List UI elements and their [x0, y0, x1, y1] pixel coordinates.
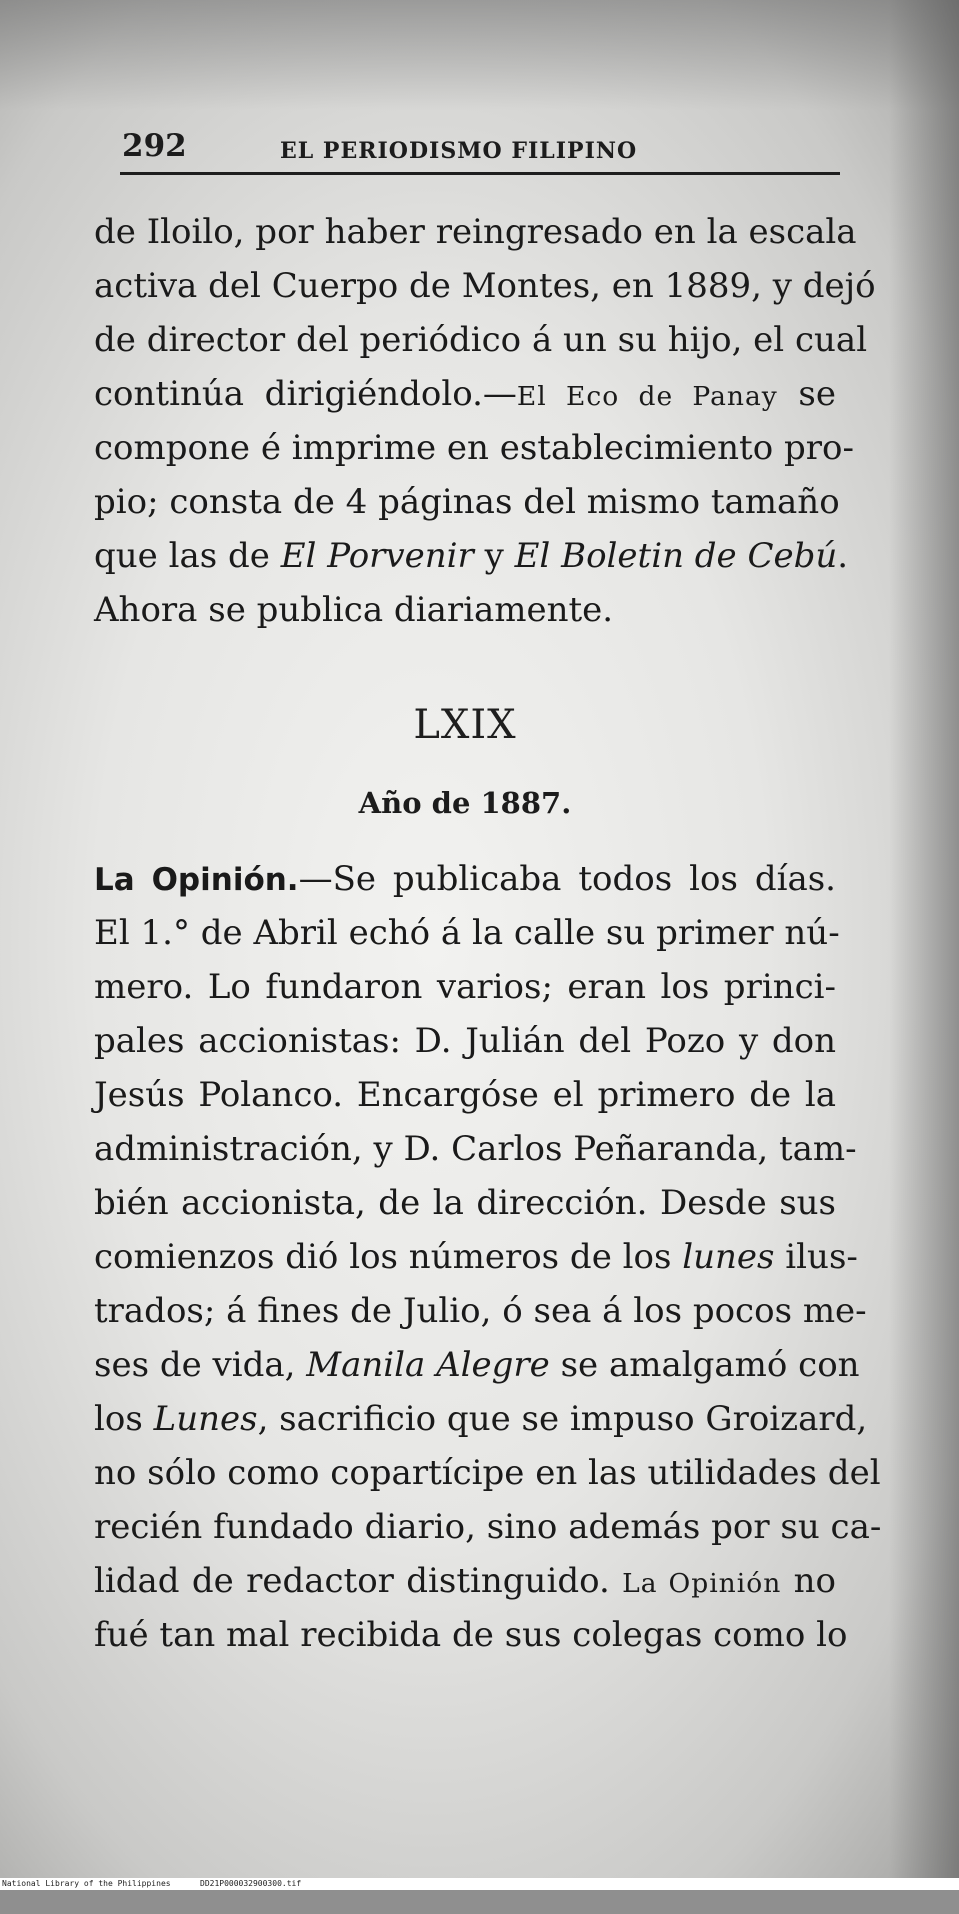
italic-word: lunes	[682, 1237, 775, 1277]
text-line: mero. Lo fundaron varios; eran los princi-	[94, 967, 836, 1007]
newspaper-title-italic: Lunes	[153, 1399, 258, 1439]
paragraph-la-opinion	[94, 852, 882, 1662]
text-line: pio; consta de 4 páginas del mismo tamaño	[94, 482, 840, 522]
text-line: ses de vida, Manila Alegre se amalgamó con	[94, 1345, 860, 1385]
text-line: pales accionistas: D. Julián del Pozo y don	[94, 1021, 836, 1061]
text-line: de Iloilo, por haber reingresado en la escala	[94, 212, 857, 252]
text-line: no sólo como copartícipe en las utilidades del	[94, 1453, 881, 1493]
text-line: administración, y D. Carlos Peñaranda, tam-	[94, 1129, 857, 1169]
paragraph-eco-de-panay	[94, 205, 876, 637]
scan-footer-strip	[0, 1878, 959, 1890]
text-line: Ahora se publica diariamente.	[94, 590, 614, 630]
newspaper-title-italic: El Boletin de Cebú	[514, 536, 838, 576]
newspaper-name-smallcaps: La Opinión	[622, 1568, 782, 1599]
text-line: los Lunes, sacrificio que se impuso Groizard,	[94, 1399, 868, 1439]
text-line: fué tan mal recibida de sus colegas como lo	[94, 1615, 848, 1655]
scan-shadow-right	[889, 0, 959, 1878]
page-number: 292	[122, 128, 187, 164]
newspaper-title-italic: Manila Alegre	[306, 1345, 550, 1385]
text-line: compone é imprime en establecimiento pro-	[94, 428, 854, 468]
text-line: El 1.° de Abril echó á la calle su primer nú-	[94, 913, 840, 953]
running-header	[120, 128, 840, 175]
text-line: que las de El Porvenir y El Boletin de Cebú.	[94, 536, 849, 576]
newspaper-title-italic: El Porvenir	[280, 536, 474, 576]
text-line: comienzos dió los números de los lunes ilus-	[94, 1237, 858, 1277]
scan-shadow-top	[0, 0, 959, 110]
text-line: trados; á fines de Julio, ó sea á los pocos me-	[94, 1291, 867, 1331]
text-line: lidad de redactor distinguido. La Opinión no	[94, 1561, 836, 1601]
text-line: continúa dirigiéndolo.—El Eco de Panay se	[94, 374, 836, 414]
library-credit: National Library of the Philippines	[2, 1879, 171, 1888]
entry-title: La Opinión.	[94, 862, 299, 898]
section-number: LXIX	[413, 702, 517, 748]
newspaper-name-smallcaps: El Eco de Panay	[516, 381, 778, 412]
text-line: La Opinión.—Se publicaba todos los días.	[94, 859, 836, 899]
text-line: activa del Cuerpo de Montes, en 1889, y dejó	[94, 266, 876, 306]
section-heading: Año de 1887.	[358, 786, 572, 820]
text-line: de director del periódico á un su hijo, el cual	[94, 320, 868, 360]
text-line: bién accionista, de la dirección. Desde sus	[94, 1183, 836, 1223]
running-title: EL PERIODISMO FILIPINO	[280, 138, 638, 164]
text-line: recién fundado diario, sino además por su ca-	[94, 1507, 882, 1547]
text-line: Jesús Polanco. Encargóse el primero de la	[94, 1075, 836, 1115]
scan-filename: DD21P000032900300.tif	[200, 1879, 302, 1888]
